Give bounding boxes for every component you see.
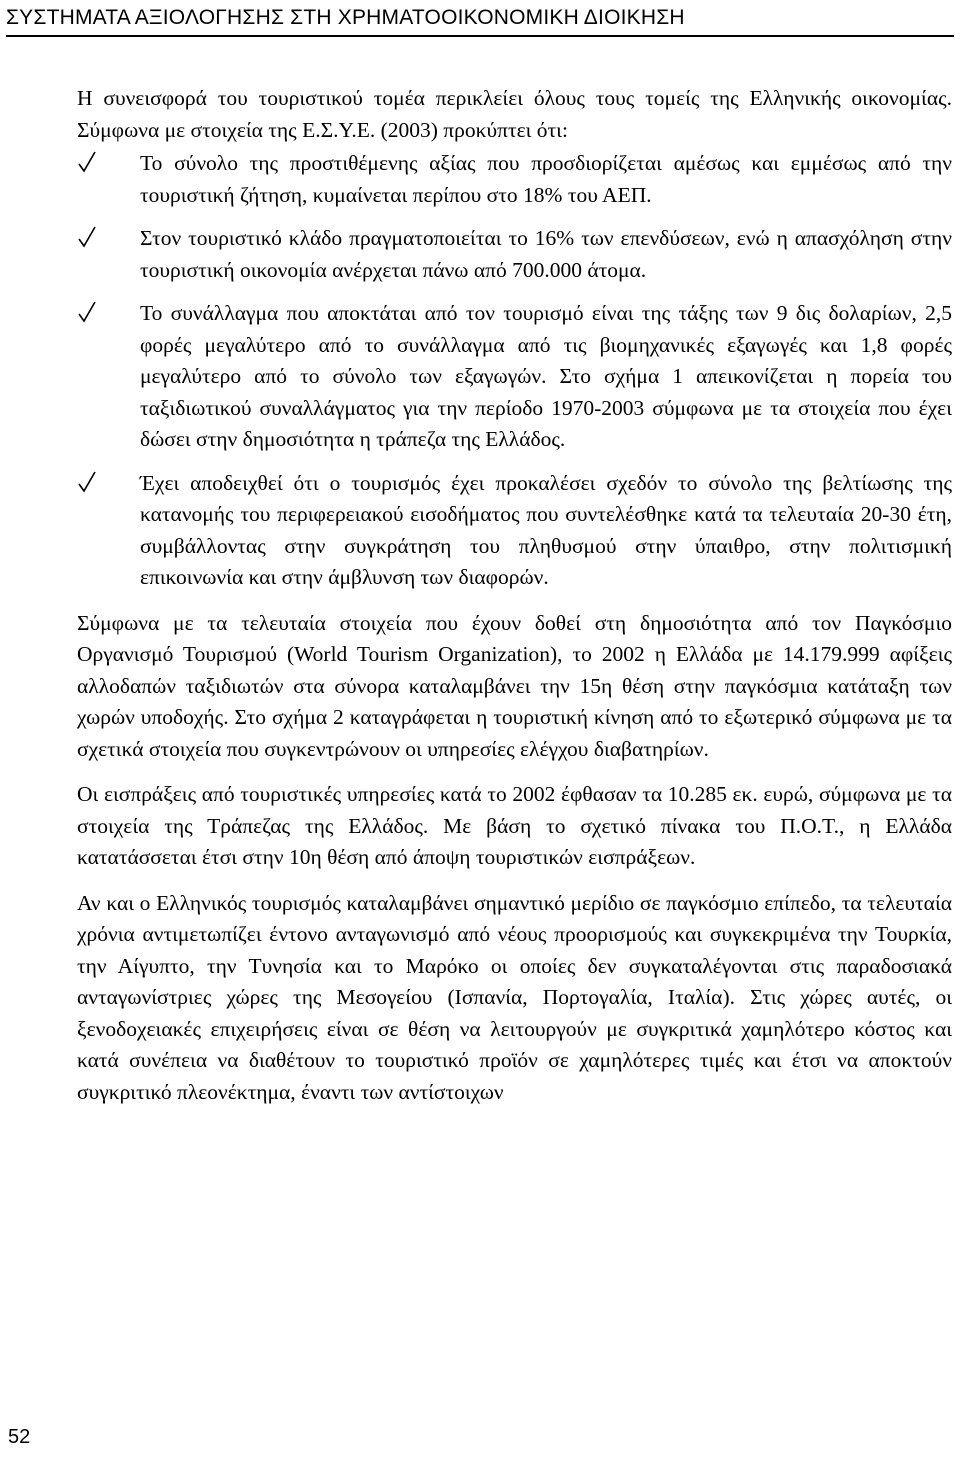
body-paragraph: Σύμφωνα με τα τελευταία στοιχεία που έχουν δοθεί στη δημοσιότητα από τον Παγκόσμιο Οργανισμό Τουρισμού (World Tourism Organization), το 2002 η Ελλάδα με 14.179.999 αφίξεις αλλοδαπών ταξιδιωτών στα σύνορα καταλαμβάνει την 15η θέση στην παγκόσμια κατάταξη των χωρών υποδοχής. Στο σχήμα 2 καταγράφεται η τουριστική κίνηση από το εξωτερικό σύμφωνα με τα σχετικά στοιχεία που συγκεντρώνουν οι υπηρεσίες ελέγχου διαβατηρίων. <box>77 610 952 761</box>
bullet-text: Στον τουριστικό κλάδο πραγματοποιείται το 16% των επενδύσεων, ενώ η απασχόληση στην τουριστική οικονομία ανέρχεται πάνω από 700.000 άτομα. <box>140 226 952 282</box>
bullet-list <box>77 148 952 594</box>
page-number: 52 <box>8 1426 31 1448</box>
running-header: ΣΥΣΤΗΜΑΤΑ ΑΞΙΟΛΟΓΗΣΗΣ ΣΤΗ ΧΡΗΜΑΤΟΟΙΚΟΝΟΜΙΚΗ ΔΙΟΙΚΗΣΗ <box>6 4 954 37</box>
bullet-item <box>77 298 952 456</box>
checkmark-icon <box>77 225 97 249</box>
bullet-text: Έχει αποδειχθεί ότι ο τουρισμός έχει προκαλέσει σχεδόν το σύνολο της βελτίωσης της κατανομής του περιφερειακού εισοδήματος που συντελέσθηκε κατά τα τελευταία 20-30 έτη, συμβάλλοντας στην συγκράτηση του πληθυσμού στην ύπαιθρο, στην πολιτισμική επικοινωνία και στην άμβλυνση των διαφορών. <box>140 470 952 589</box>
intro-paragraph: Η συνεισφορά του τουριστικού τομέα περικλείει όλους τους τομείς της Ελληνικής οικονομίας. Σύμφωνα με στοιχεία της Ε.Σ.Υ.Ε. (2003) προκύπτει ότι: <box>77 86 952 142</box>
bullet-item <box>77 468 952 594</box>
bullet-text: Το σύνολο της προστιθέμενης αξίας που προσδιορίζεται αμέσως και εμμέσως από την τουριστική ζήτηση, κυμαίνεται περίπου στο 18% του ΑΕΠ. <box>140 151 952 207</box>
body-paragraph: Οι εισπράξεις από τουριστικές υπηρεσίες κατά το 2002 έφθασαν τα 10.285 εκ. ευρώ, σύμφωνα με τα στοιχεία της Τράπεζας της Ελλάδος. Με βάση το σχετικό πίνακα του Π.Ο.Τ., η Ελλάδα κατατάσσεται έτσι στην 10η θέση από άποψη τουριστικών εισπράξεων. <box>77 782 952 869</box>
page-body <box>77 83 952 1108</box>
checkmark-icon <box>77 470 97 494</box>
bullet-item <box>77 148 952 211</box>
checkmark-icon <box>77 150 97 174</box>
bullet-text: Το συνάλλαγμα που αποκτάται από τον τουρισμό είναι της τάξης των 9 δις δολαρίων, 2,5 φορές μεγαλύτερο από το συνάλλαγμα από τις βιομηχανικές εξαγωγές και 1,8 φορές μεγαλύτερο από το σύνολο των εξαγωγών. Στο σχήμα 1 απεικονίζεται η πορεία του ταξιδιωτικού συναλλάγματος για την περίοδο 1970-2003 σύμφωνα με τα στοιχεία που έχει δώσει στην δημοσιότητα η τράπεζα της Ελλάδος. <box>140 301 952 451</box>
body-paragraph: Αν και ο Ελληνικός τουρισμός καταλαμβάνει σημαντικό μερίδιο σε παγκόσμιο επίπεδο, τα τελευταία χρόνια αντιμετωπίζει έντονο ανταγωνισμό από νέους προορισμούς και συγκεκριμένα την Τουρκία, την Αίγυπτο, την Τυνησία και το Μαρόκο οι οποίες δεν συγκαταλέγονται στις παραδοσιακά ανταγωνίστριες χώρες της Μεσογείου (Ισπανία, Πορτογαλία, Ιταλία). Στις χώρες αυτές, οι ξενοδοχειακές επιχειρήσεις είναι σε θέση να λειτουργούν με συγκριτικά χαμηλότερο κόστος και κατά συνέπεια να διαθέτουν το τουριστικό προϊόν σε χαμηλότερες τιμές και έτσι να αποκτούν συγκριτικό πλεονέκτημα, έναντι των αντίστοιχων <box>77 890 952 1104</box>
checkmark-icon <box>77 300 97 324</box>
bullet-item <box>77 223 952 286</box>
